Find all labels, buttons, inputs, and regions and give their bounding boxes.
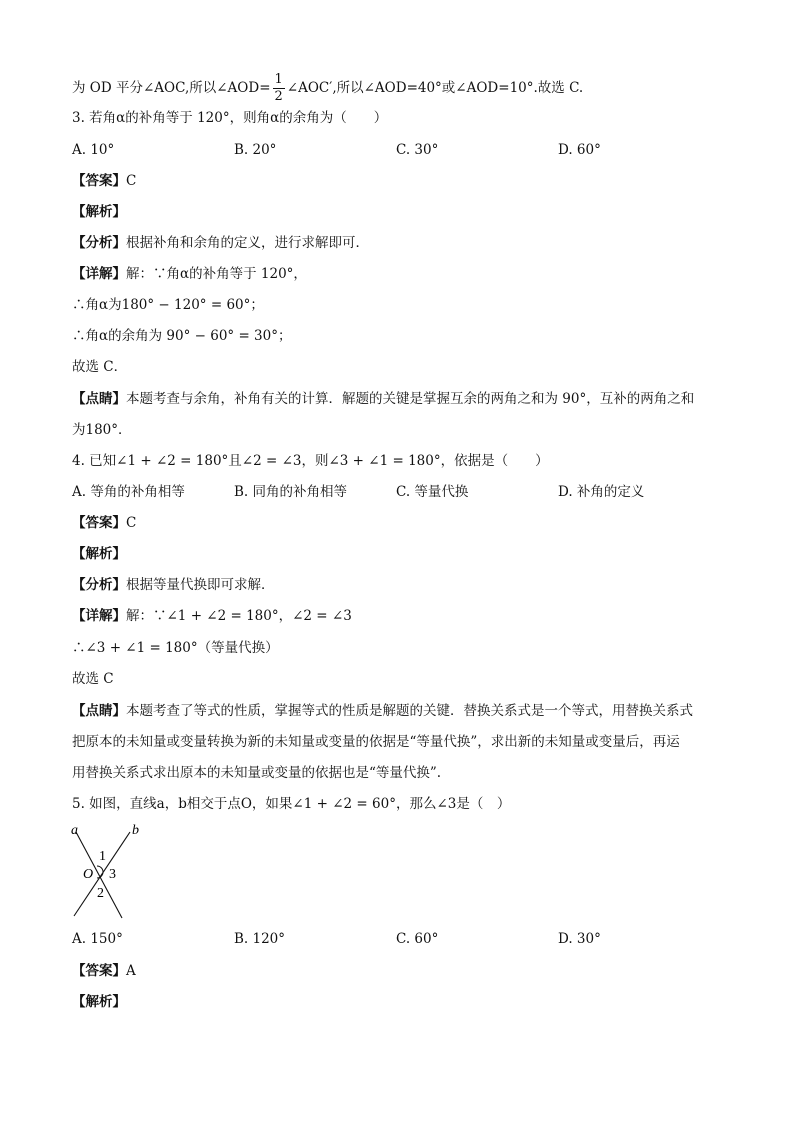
q3-stem: 3. 若角α的补角等于 120°，则角α的余角为（ ） <box>72 110 388 126</box>
q4-detail-2: ∴∠3 + ∠1 = 180°（等量代换） <box>72 640 279 656</box>
q3-comment-tag: 【点睛】 <box>72 391 126 407</box>
q4-option-c: C. 等量代换 <box>396 484 469 500</box>
q4-stem: 4. 已知∠1 + ∠2 = 180°且∠2 = ∠3，则∠3 + ∠1 = 180°，依据是（ ） <box>72 453 549 469</box>
q5-analysis-tag: 【解析】 <box>72 994 126 1010</box>
q4-conclusion: 故选 C <box>72 671 114 687</box>
q5-answer <box>72 961 136 981</box>
label-1: 1 <box>99 849 106 864</box>
q3-fenxi-text: 根据补角和余角的定义，进行求解即可． <box>126 235 369 251</box>
label-2: 2 <box>97 886 104 901</box>
fraction-numerator: 1 <box>274 72 283 87</box>
q3-option-b: B. 20° <box>234 142 277 158</box>
q4-comment-1-text: 本题考查了等式的性质，掌握等式的性质是解题的关键．替换关系式是一个等式，用替换关系式 <box>126 703 693 719</box>
q3-detail-3: ∴角α的余角为 90° − 60° = 30°； <box>72 328 292 344</box>
fraction-half <box>273 72 285 105</box>
prev-solution-text-a: 为 OD 平分∠AOC,所以∠AOD= <box>72 80 271 96</box>
q3-answer <box>72 171 136 191</box>
q4-analysis-heading <box>72 544 126 564</box>
q3-detail-1 <box>72 264 307 284</box>
q4-option-d: D. 补角的定义 <box>558 484 645 500</box>
prev-solution-text-b: ∠AOC′,所以∠AOD=40°或∠AOD=10°.故选 C. <box>286 80 584 96</box>
q3-option-a: A. 10° <box>72 142 115 158</box>
q5-option-d: D. 30° <box>558 931 601 947</box>
q3-comment-1 <box>72 389 694 409</box>
q4-fenxi-text: 根据等量代换即可求解． <box>126 577 275 593</box>
q4-fenxi <box>72 575 275 595</box>
q3-analysis-heading <box>72 202 126 222</box>
q4-fenxi-tag: 【分析】 <box>72 577 126 593</box>
q5-analysis-heading <box>72 992 126 1012</box>
q3-detail-2: ∴角α为180° − 120° = 60°； <box>72 297 264 313</box>
q3-analysis-tag: 【解析】 <box>72 204 126 220</box>
q3-answer-tag: 【答案】 <box>72 173 126 189</box>
q5-answer-tag: 【答案】 <box>72 963 126 979</box>
q5-stem: 5. 如图，直线a，b相交于点O，如果∠1 + ∠2 = 60°，那么∠3是（ ） <box>72 796 511 812</box>
q3-conclusion: 故选 C． <box>72 359 128 375</box>
label-a: a <box>71 823 78 838</box>
label-b: b <box>132 823 139 838</box>
q4-detail-1-text: 解：∵∠1 + ∠2 = 180°，∠2 = ∠3 <box>126 608 352 624</box>
q4-comment-1 <box>72 701 693 721</box>
q4-analysis-tag: 【解析】 <box>72 546 126 562</box>
q3-comment-2: 为180°． <box>72 422 132 438</box>
q3-option-c: C. 30° <box>396 142 439 158</box>
fraction-denominator: 2 <box>274 89 283 104</box>
q5-option-b: B. 120° <box>234 931 286 947</box>
q4-answer <box>72 513 136 533</box>
q3-answer-value: C <box>126 173 137 189</box>
q3-fenxi <box>72 233 369 253</box>
q4-comment-3: 用替换关系式求出原本的未知量或变量的依据也是“等量代换”. <box>72 765 442 781</box>
q4-answer-value: C <box>126 515 137 531</box>
q4-detail-1 <box>72 606 352 626</box>
q5-answer-value: A <box>126 963 136 979</box>
q4-comment-tag: 【点睛】 <box>72 703 126 719</box>
label-3: 3 <box>109 867 116 882</box>
q3-detail-1-text: 解：∵角α的补角等于 120°， <box>126 266 307 282</box>
q5-option-a: A. 150° <box>72 931 123 947</box>
q4-answer-tag: 【答案】 <box>72 515 126 531</box>
q3-detail-tag: 【详解】 <box>72 266 126 282</box>
q3-option-d: D. 60° <box>558 142 601 158</box>
q5-option-c: C. 60° <box>396 931 439 947</box>
intersecting-lines-figure <box>64 820 144 922</box>
q4-option-a: A. 等角的补角相等 <box>72 484 185 500</box>
prev-solution-line <box>72 72 583 105</box>
q3-comment-1-text: 本题考查与余角，补角有关的计算．解题的关键是掌握互余的两角之和为 90°，互补的两角之和 <box>126 391 695 407</box>
q4-comment-2: 把原本的未知量或变量转换为新的未知量或变量的依据是“等量代换”，求出新的未知量或变量后，再运 <box>72 734 680 750</box>
q3-fenxi-tag: 【分析】 <box>72 235 126 251</box>
q4-option-b: B. 同角的补角相等 <box>234 484 348 500</box>
label-o: O <box>83 867 94 882</box>
q4-detail-tag: 【详解】 <box>72 608 126 624</box>
